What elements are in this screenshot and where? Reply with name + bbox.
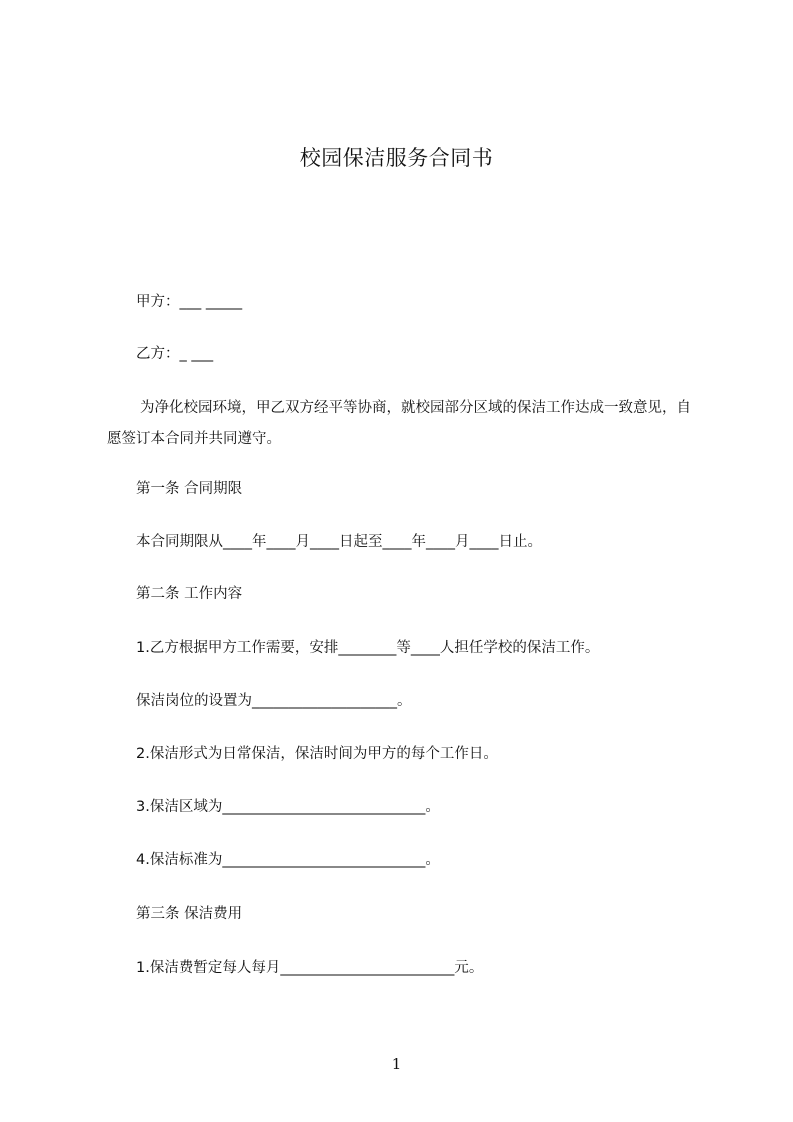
- article-3-item-1: 1.保洁费暂定每人每月________________________元。: [136, 960, 484, 976]
- article-2-item-2: 2.保洁形式为日常保洁，保洁时间为甲方的每个工作日。: [136, 746, 498, 762]
- article-1-heading: 第一条 合同期限: [136, 481, 243, 497]
- article-1-term: 本合同期限从____年____月____日起至____年____月____日止。: [136, 534, 542, 550]
- preamble-paragraph: 为净化校园环境，甲乙双方经平等协商，就校园部分区域的保洁工作达成一致意见，自愿签订本合同并共同遵守。: [107, 400, 691, 447]
- document-title: 校园保洁服务合同书: [299, 146, 494, 170]
- article-2-heading: 第二条 工作内容: [136, 586, 243, 602]
- article-2-item-4: 4.保洁标准为____________________________。: [136, 852, 440, 868]
- party-a-line: 甲方：___ _____: [136, 294, 243, 310]
- article-2-item-1: 1.乙方根据甲方工作需要，安排________等____人担任学校的保洁工作。: [136, 640, 600, 656]
- article-2-item-3: 3.保洁区域为____________________________。: [136, 799, 440, 815]
- article-3-heading: 第三条 保洁费用: [136, 906, 243, 922]
- page-number: 1: [391, 1055, 402, 1073]
- party-b-line: 乙方：_ ___: [136, 346, 214, 362]
- article-2-positions: 保洁岗位的设置为____________________。: [136, 693, 412, 709]
